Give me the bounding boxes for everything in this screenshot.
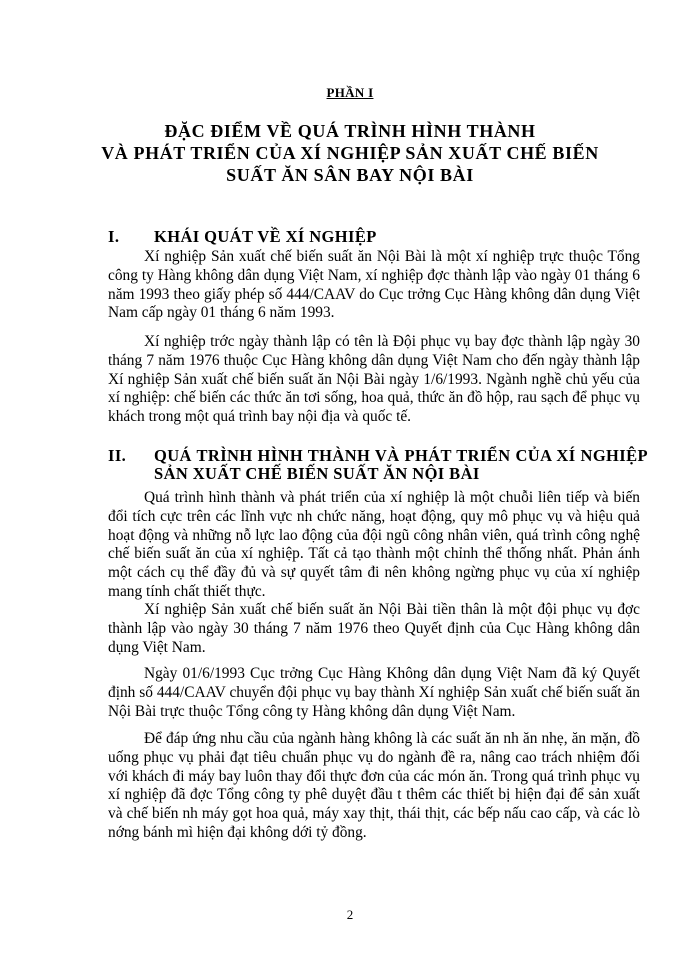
- main-title-line-1: ĐẶC ĐIỂM VỀ QUÁ TRÌNH HÌNH THÀNH: [164, 121, 536, 141]
- section-2-number: II.: [108, 446, 127, 465]
- section-1-paragraph-1: Xí nghiệp Sản xuất chế biến suất ăn Nội Bài là một xí nghiệp trực thuộc Tổng công ty Hàng không dân dụng Việt Nam, xí nghiệp đợc thành lập vào ngày 01 tháng 6 năm 1993 theo giấy phép số 444/CAAV do Cục trởng Cục Hàng không dân dụng Việt Nam cấp ngày 01 tháng 6 năm 1993.: [108, 248, 640, 322]
- section-2-paragraph-1: Quá trình hình thành và phát triển của xí nghiệp là một chuỗi liên tiếp và biến đổi tích cực trên các lĩnh vực nh chức năng, hoạt động, quy mô phục vụ và hiệu quả hoạt động và những nỗ lực lao động của đội ngũ công nhân viên, quá trình công nghệ chế biến suất ăn của xí nghiệp. Tất cả tạo thành một chỉnh thể thống nhất. Phản ánh một cách cụ thể đầy đủ và sự quyết tâm đi nên không ngừng phục vụ của xí nghiệp mang tính chất thiết thực.: [108, 489, 640, 600]
- main-title-line-2: VÀ PHÁT TRIỂN CỦA XÍ NGHIỆP SẢN XUẤT CHẾ BIẾN: [101, 143, 599, 163]
- part-title: PHẦN I: [326, 85, 374, 100]
- section-1-number: I.: [108, 227, 120, 246]
- section-2-paragraph-2: Xí nghiệp Sản xuất chế biến suất ăn Nội Bài tiền thân là một đội phục vụ đợc thành lập vào ngày 30 tháng 7 năm 1976 theo Quyết định của Cục Hàng không dân dụng Việt Nam.: [108, 601, 640, 656]
- section-2-paragraph-4: Để đáp ứng nhu cầu của ngành hàng không là các suất ăn nh ăn nhẹ, ăn mặn, đồ uống phục vụ phải đạt tiêu chuẩn phục vụ do ngành đề ra, nâng cao trách nhiệm đối với khách đi máy bay luôn thay đổi thực đơn của các món ăn. Trong quá trình phục vụ xí nghiệp đã đợc Tổng công ty phê duyệt đầu t thêm các thiết bị hiện đại để sản xuất và chế biến nh máy gọt hoa quả, máy xay thịt, thái thịt, các bếp nấu cao cấp, và các lò nớng bánh mì hiện đại không dới tỷ đồng.: [108, 730, 640, 841]
- section-2-paragraph-3: Ngày 01/6/1993 Cục trởng Cục Hàng Không dân dụng Việt Nam đã ký Quyết định số 444/CAAV chuyển đội phục vụ bay thành Xí nghiệp Sản xuất chế biến suất ăn Nội Bài trực thuộc Tổng công ty Hàng không dân dụng Việt Nam.: [108, 665, 640, 720]
- section-1-title: KHÁI QUÁT VỀ XÍ NGHIỆP: [154, 227, 377, 246]
- section-1-paragraph-2: Xí nghiệp trớc ngày thành lập có tên là Đội phục vụ bay đợc thành lập ngày 30 tháng 7 năm 1976 thuộc Cục Hàng không dân dụng Việt Nam cho đến ngày thành lập Xí nghiệp Sản xuất chế biến suất ăn Nội Bài ngày 1/6/1993. Ngành nghề chủ yếu của xí nghiệp: chế biến các thức ăn tơi sống, hoa quả, thức ăn đồ hộp, rau sạch để phục vụ khách trong một quá trình bay nội địa và quốc tế.: [108, 333, 640, 426]
- page-number: 2: [346, 907, 354, 922]
- main-title-line-3: SUẤT ĂN SÂN BAY NỘI BÀI: [226, 165, 474, 185]
- section-2-title: QUÁ TRÌNH HÌNH THÀNH VÀ PHÁT TRIỂN CỦA XÍ NGHIỆP SẢN XUẤT CHẾ BIẾN SUẤT ĂN NỘI BÀI: [154, 446, 648, 483]
- main-title: [70, 120, 630, 186]
